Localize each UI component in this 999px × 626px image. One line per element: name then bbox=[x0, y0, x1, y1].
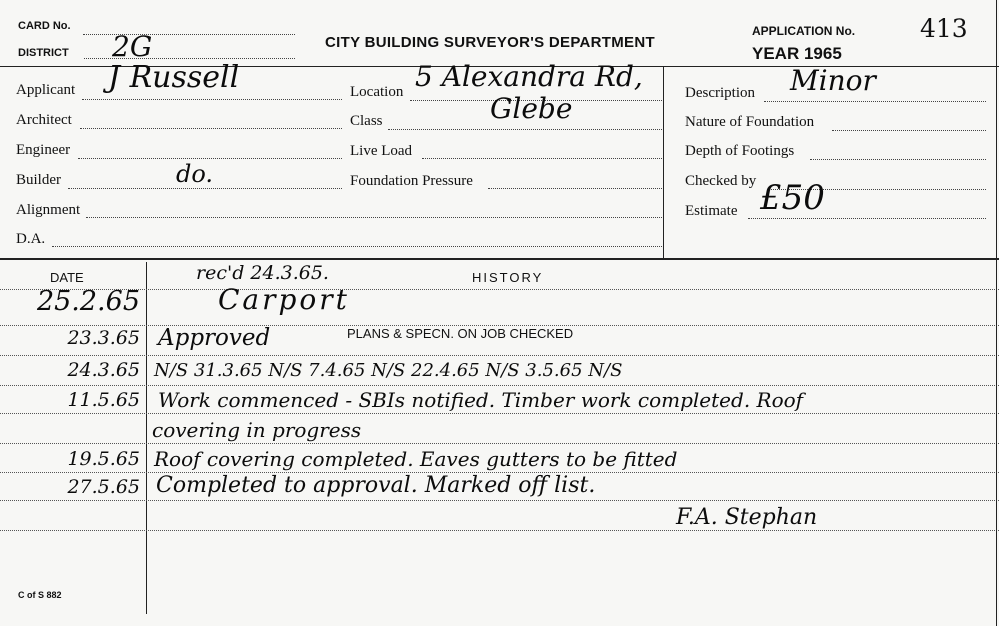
history-header: HISTORY bbox=[472, 270, 544, 285]
estimate-label: Estimate bbox=[685, 203, 738, 219]
application-no-value: 413 bbox=[920, 14, 968, 43]
district-value: 2G bbox=[112, 30, 153, 63]
history-date: 24.3.65 bbox=[67, 359, 140, 381]
date-column-divider bbox=[146, 262, 147, 614]
received-note: rec'd 24.3.65. bbox=[196, 262, 329, 284]
alignment-label: Alignment bbox=[16, 202, 81, 218]
history-entry-text: Work commenced - SBIs notified. Timber work completed. Roof bbox=[158, 388, 804, 412]
history-date: 23.3.65 bbox=[67, 327, 140, 349]
engineer-label: Engineer bbox=[16, 142, 71, 158]
architect-label: Architect bbox=[16, 112, 72, 128]
applicant-label: Applicant bbox=[16, 82, 76, 98]
history-entry-text: Carport bbox=[218, 283, 350, 316]
history-date: 25.2.65 bbox=[36, 286, 140, 317]
right-block-divider bbox=[663, 66, 664, 258]
history-entry-text: Approved bbox=[158, 325, 271, 351]
depth-of-footings-label: Depth of Footings bbox=[685, 143, 795, 159]
description-value: Minor bbox=[790, 64, 876, 97]
year-label: YEAR 1965 bbox=[752, 44, 842, 63]
card-no-label: CARD No. bbox=[18, 20, 71, 32]
estimate-value: £50 bbox=[760, 178, 825, 218]
description-label: Description bbox=[685, 85, 755, 101]
applicant-value: J Russell bbox=[108, 60, 240, 95]
class-label: Class bbox=[350, 113, 383, 129]
builder-value: do. bbox=[176, 160, 214, 188]
history-entry-text: Roof covering completed. Eaves gutters to be fitted bbox=[154, 447, 678, 471]
location-value: 5 Alexandra Rd, bbox=[415, 60, 643, 93]
district-label: DISTRICT bbox=[18, 47, 69, 59]
history-date: 19.5.65 bbox=[67, 448, 140, 470]
da-label: D.A. bbox=[16, 231, 46, 247]
foundation-pressure-label: Foundation Pressure bbox=[350, 173, 473, 189]
card-right-edge bbox=[996, 0, 997, 626]
signature: F.A. Stephan bbox=[676, 505, 818, 530]
live-load-label: Live Load bbox=[350, 143, 413, 159]
history-entry-continuation: covering in progress bbox=[152, 418, 362, 442]
department-title: CITY BUILDING SURVEYOR'S DEPARTMENT bbox=[325, 34, 655, 51]
nature-of-foundation-label: Nature of Foundation bbox=[685, 114, 815, 130]
application-no-label: APPLICATION No. bbox=[752, 24, 856, 38]
location-label: Location bbox=[350, 84, 404, 100]
history-entry-text: N/S 31.3.65 N/S 7.4.65 N/S 22.4.65 N/S 3.5.65 N/S bbox=[154, 360, 623, 381]
date-column-header: DATE bbox=[50, 270, 84, 285]
location-value-line2: Glebe bbox=[490, 92, 573, 125]
history-top-border bbox=[0, 258, 999, 260]
plans-checked-stamp: PLANS & SPECN. ON JOB CHECKED bbox=[347, 326, 574, 341]
history-date: 27.5.65 bbox=[67, 476, 140, 498]
history-date: 11.5.65 bbox=[67, 389, 140, 411]
history-entry-text: Completed to approval. Marked off list. bbox=[156, 473, 596, 498]
checked-by-label: Checked by bbox=[685, 173, 757, 189]
builder-label: Builder bbox=[16, 172, 61, 188]
form-code: C of S 882 bbox=[18, 590, 62, 600]
